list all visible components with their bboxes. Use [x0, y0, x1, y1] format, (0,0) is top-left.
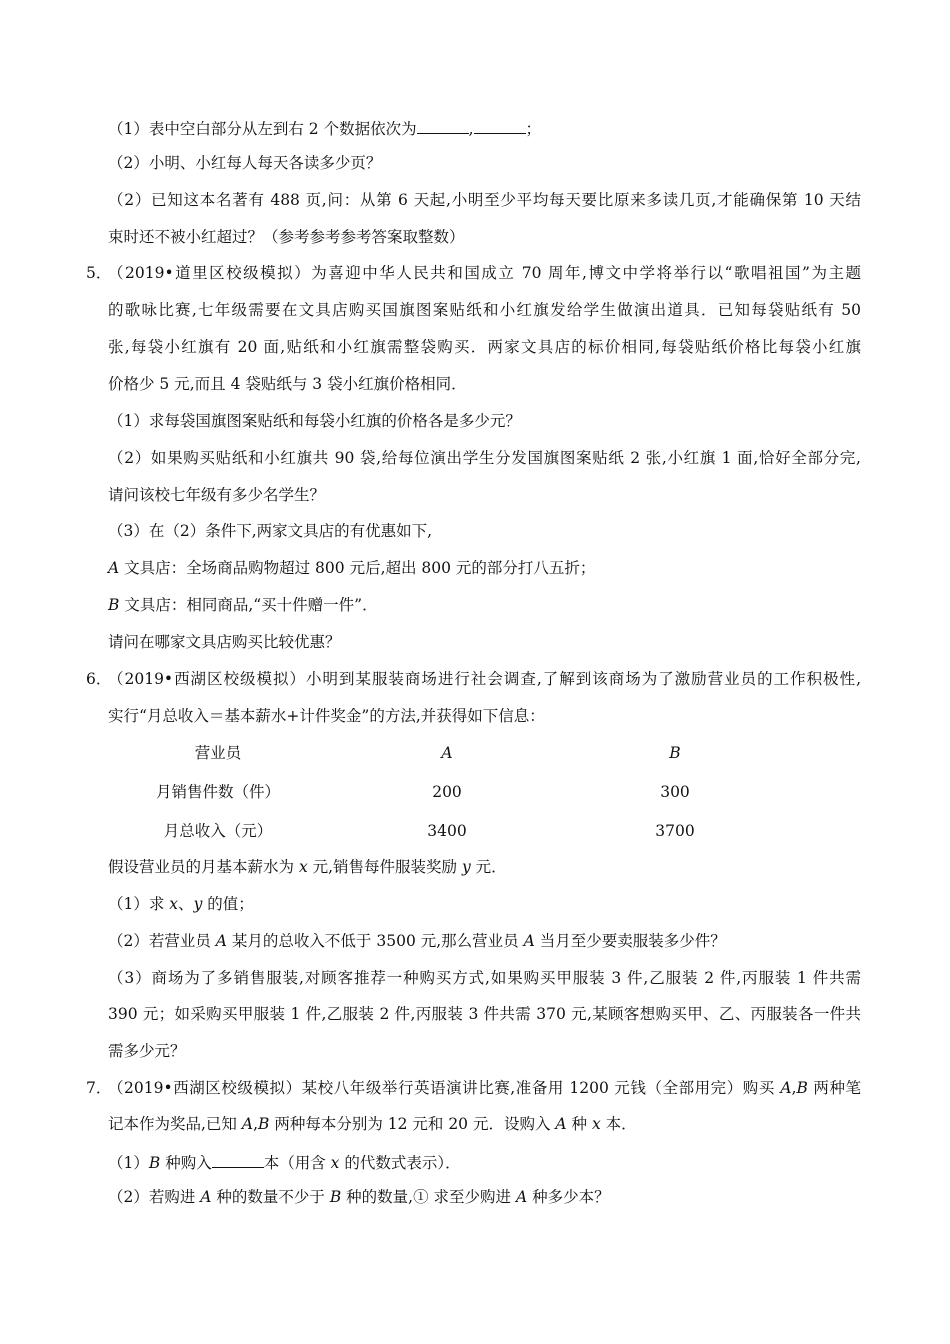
q7-stem-line2: 记本作为奖品,已知 A,B 两种每本分别为 12 元和 20 元．设购入 A 种 x 本． — [108, 1115, 637, 1133]
q5-number: 5． — [86, 264, 112, 282]
q5-shop-b: B 文具店：相同商品,“买十件赠一件”． — [108, 596, 378, 614]
q6-part2: （2）若营业员 A 某月的总收入不低于 3500 元,那么营业员 A 当月至少要卖服装多少件？ — [108, 932, 726, 950]
q6-part3-line1: （3）商场为了多销售服装,对顾客推荐一种购买方式,如果购买甲服装 3 件,乙服装 2 件,丙服装 1 件共需 — [108, 969, 861, 987]
table-cell: 3700 — [655, 822, 695, 840]
q6-part3-line3: 需多少元？ — [108, 1042, 186, 1060]
table-header-cell: B — [669, 744, 681, 762]
answer-blank[interactable] — [417, 117, 469, 134]
q5-stem-line2: 的歌咏比赛,七年级需要在文具店购买国旗图案贴纸和小红旗发给学生做演出道具．已知每袋贴纸有 50 — [108, 301, 861, 319]
table-cell: 月销售件数（件） — [155, 783, 280, 801]
q7-part1: （1）B 种购入 本（用含 x 的代数式表示）． — [108, 1151, 461, 1173]
answer-blank[interactable] — [212, 1151, 264, 1168]
q4-part3-line1: （2）已知这本名著有 488 页,问：从第 6 天起,小明至少平均每天要比原来多读几页,才能确保第 10 天结 — [108, 191, 861, 209]
q6-number: 6． — [86, 670, 112, 688]
answer-blank[interactable] — [474, 117, 526, 134]
q6-part1: （1）求 x、y 的值； — [108, 895, 254, 913]
q5-part2-line1: （2）如果购买贴纸和小红旗共 90 袋,给每位演出学生分发国旗图案贴纸 2 张,小红旗 1 面,恰好全部分完, — [108, 449, 861, 467]
table-cell: 3400 — [427, 822, 467, 840]
q6-assumption: 假设营业员的月基本薪水为 x 元,销售每件服装奖励 y 元． — [108, 858, 507, 876]
q5-stem-line4: 价格少 5 元,而且 4 袋贴纸与 3 袋小红旗价格相同． — [108, 375, 467, 393]
q4-part2: （2）小明、小红每人每天各读多少页？ — [108, 154, 382, 172]
q7-number: 7． — [86, 1079, 112, 1097]
table-header-cell: A — [441, 744, 453, 762]
table-cell: 200 — [432, 783, 462, 801]
q6-stem-line1: （2019•西湖区校级模拟）小明到某服装商场进行社会调查,了解到该商场为了激励营业员的工作积极性, — [108, 670, 861, 688]
q4-part3-line2: 束时还不被小红超过？（参考参考参考答案取整数） — [108, 228, 465, 246]
q6-part3-line2: 390 元；如采购买甲服装 1 件,乙服装 2 件,丙服装 3 件共需 370 元,某顾客想购买甲、乙、丙服装各一件共 — [108, 1005, 861, 1023]
q4-part1: （1）表中空白部分从左到右 2 个数据依次为 , ； — [108, 117, 541, 139]
table-header-cell: 营业员 — [194, 744, 242, 762]
q5-part1: （1）求每袋国旗图案贴纸和每袋小红旗的价格各是多少元？ — [108, 412, 521, 430]
table-cell: 月总收入（元） — [163, 822, 273, 840]
q7-part2: （2）若购进 A 种的数量不少于 B 种的数量,① 求至少购进 A 种多少本？ — [108, 1188, 610, 1206]
q5-shop-a: A 文具店：全场商品购物超过 800 元后,超出 800 元的部分打八五折； — [108, 559, 596, 577]
q5-part3: （3）在（2）条件下,两家文具店的有优惠如下, — [108, 522, 433, 540]
q5-stem-line1: （2019•道里区校级模拟）为喜迎中华人民共和国成立 70 周年,博文中学将举行以“歌唱祖国”为主题 — [108, 264, 861, 282]
q5-stem-line3: 张,每袋小红旗有 20 面,贴纸和小红旗需整袋购买．两家文具店的标价相同,每袋贴纸价格比每袋小红旗 — [108, 338, 861, 356]
q5-question: 请问在哪家文具店购买比较优惠？ — [108, 633, 341, 651]
q5-part2-line2: 请问该校七年级有多少名学生？ — [108, 486, 326, 504]
q6-stem-line2: 实行“月总收入＝基本薪水+计件奖金”的方法,并获得如下信息： — [108, 707, 545, 725]
q7-stem-line1: （2019•西湖区校级模拟）某校八年级举行英语演讲比赛,准备用 1200 元钱（全部用完）购买 A,B 两种笔 — [108, 1079, 861, 1097]
table-cell: 300 — [660, 783, 690, 801]
